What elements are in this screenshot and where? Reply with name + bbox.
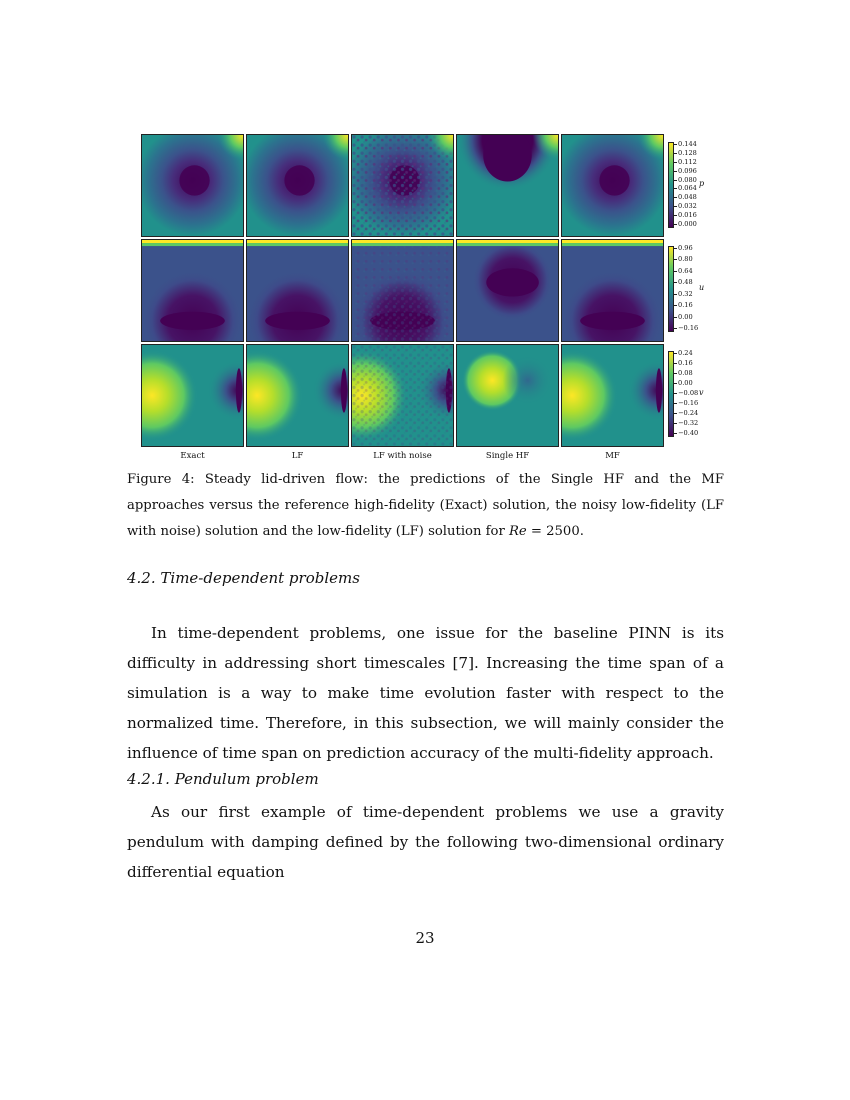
colorbar-tick-p: 0.000 <box>678 220 697 228</box>
colorbar-tick-u: 0.96 <box>678 244 693 252</box>
caption-text-end: = 2500. <box>526 524 584 539</box>
colorbar-tick-u: 0.64 <box>678 266 693 275</box>
colorbar-tick-u: 0.80 <box>678 255 693 264</box>
field-panel-p-lf <box>246 134 349 237</box>
field-panel-v-exact <box>141 344 244 447</box>
field-panel-v-lf-with-noise <box>351 344 454 447</box>
field-panel-v-mf <box>561 344 664 447</box>
colorbar-tick-v: −0.40 <box>678 429 699 437</box>
colorbar-tick-p: 0.064 <box>678 184 697 193</box>
field-panel-u-single-hf <box>456 239 559 342</box>
colorbar-tick-p: 0.032 <box>678 202 697 211</box>
figure-caption <box>127 467 724 545</box>
colorbar-tick-p: 0.128 <box>678 148 697 157</box>
colorbar-tick-v: 0.16 <box>678 359 693 367</box>
colorbar-tick-u: 0.16 <box>678 301 693 310</box>
colorbar-tick-p: 0.112 <box>678 157 697 166</box>
colorbar-tick-v: −0.24 <box>678 409 699 417</box>
figure-4 <box>141 134 711 464</box>
caption-math-re: Re <box>508 524 527 539</box>
field-panel-p-lf-with-noise <box>351 134 454 237</box>
column-label-exact: Exact <box>180 451 205 461</box>
colorbar-tick-v: 0.00 <box>678 379 693 387</box>
column-label-lf-noise: LF with noise <box>373 451 432 461</box>
colorbar-tick-u: 0.32 <box>678 289 693 298</box>
colorbar-tick-v: 0.08 <box>678 369 693 377</box>
field-panel-u-exact <box>141 239 244 342</box>
field-panel-u-mf <box>561 239 664 342</box>
colorbar-tick-v: −0.16 <box>678 399 699 407</box>
field-panel-v-lf <box>246 344 349 447</box>
colorbar-tick-v: −0.32 <box>678 419 699 427</box>
subsection-paragraph: As our first example of time-dependent problems we use a gravity pendulum with damping defined by the following two-dimensional ordinary differential equation <box>127 803 724 881</box>
field-panel-p-single-hf <box>456 134 559 237</box>
page-number: 23 <box>415 929 435 947</box>
colorbar-tick-p: 0.080 <box>678 175 697 184</box>
field-panel-u-lf <box>246 239 349 342</box>
section-heading: 4.2. Time-dependent problems <box>127 569 360 587</box>
colorbar-tick-u: 0.48 <box>678 278 693 287</box>
colorbar-tick-p: 0.144 <box>678 140 697 148</box>
section-paragraph: In time-dependent problems, one issue for the baseline PINN is its difficulty in addressing short timescales [7]. Increasing the time span of a simulation is a way to make time evolution faster with respect to the normalized time. Therefore, in this subsection, we will mainly consider the influence of time span on prediction accuracy of the multi-fidelity approach. <box>127 624 724 762</box>
colorbar-tick-v: 0.24 <box>678 349 693 357</box>
field-panel-u-lf-with-noise <box>351 239 454 342</box>
colorbar-label-u: u <box>699 283 705 292</box>
field-panel-v-single-hf <box>456 344 559 447</box>
column-label-lf: LF <box>291 451 304 461</box>
colorbar-tick-p: 0.048 <box>678 193 697 202</box>
colorbar-tick-u: 0.00 <box>678 312 693 321</box>
colorbar-label-p: p <box>699 179 705 188</box>
colorbar-label-v: v <box>699 388 704 397</box>
colorbar-tick-p: 0.016 <box>678 211 697 220</box>
colorbar-tick-v: −0.08 <box>678 389 699 397</box>
colorbar-tick-p: 0.096 <box>678 166 697 175</box>
column-label-mf: MF <box>605 451 620 461</box>
column-label-single-hf: Single HF <box>485 451 530 461</box>
field-panel-p-exact <box>141 134 244 237</box>
subsection-heading: 4.2.1. Pendulum problem <box>127 770 319 788</box>
field-panel-p-mf <box>561 134 664 237</box>
colorbar-tick-u: −0.16 <box>678 324 699 332</box>
caption-text: Figure 4: Steady lid-driven flow: the predictions of the Single HF and the MF approaches versus the reference high-fidelity (Exact) solution, the noisy low-fidelity (LF with noise) solution and the low-fidelity (LF) solution for <box>127 472 724 539</box>
